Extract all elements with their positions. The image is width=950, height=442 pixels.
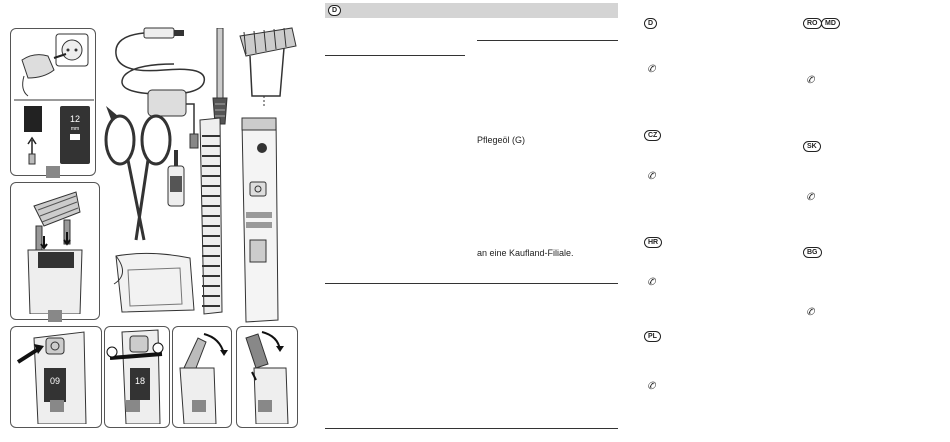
care-oil-bottle-illustration <box>164 150 188 210</box>
footer-rule <box>325 428 618 429</box>
plug-socket-illustration <box>14 30 94 170</box>
country-badge-sk: SK <box>803 141 821 152</box>
language-badge: D <box>328 5 341 16</box>
figure-c-label-box <box>50 400 64 412</box>
comb-attachment-illustration <box>236 26 300 106</box>
figure-a-label-box <box>46 166 60 178</box>
phone-icon: ✆ <box>647 171 656 182</box>
cleaning-brush-illustration <box>210 28 230 128</box>
care-oil-text: Pflegeöl (G) <box>477 135 526 145</box>
country-badge-d: D <box>644 18 657 29</box>
hair-comb-illustration <box>192 116 232 316</box>
phone-icon: ✆ <box>806 75 815 86</box>
figure-d-label-box <box>126 400 140 412</box>
section-rule-left <box>325 55 465 56</box>
display-value: 12 <box>69 114 81 124</box>
storage-pouch-illustration <box>110 244 200 314</box>
phone-icon: ✆ <box>647 381 656 392</box>
phone-icon: ✆ <box>806 192 815 203</box>
country-column-2 <box>803 0 943 442</box>
figure-f-label-box <box>258 400 272 412</box>
german-section <box>325 0 620 442</box>
section-rule-right <box>477 40 618 41</box>
panel-c-display: 09 <box>49 376 61 386</box>
country-badge-ro: RO <box>803 18 822 29</box>
figure-b-label-box <box>48 310 62 322</box>
service-text: an eine Kaufland-Filiale. <box>477 248 574 258</box>
hair-trimmer-illustration <box>232 114 284 324</box>
country-badge-pl: PL <box>644 331 661 342</box>
display-unit: mm <box>70 126 80 132</box>
figure-e-label-box <box>192 400 206 412</box>
country-column-1 <box>644 0 794 442</box>
attach-comb-illustration <box>14 186 98 314</box>
country-badge-cz: CZ <box>644 130 661 141</box>
country-badge-md: MD <box>821 18 840 29</box>
phone-icon: ✆ <box>647 64 656 75</box>
phone-icon: ✆ <box>806 307 815 318</box>
country-badge-bg: BG <box>803 247 822 258</box>
section-divider <box>325 283 618 284</box>
language-header-bar <box>325 3 618 18</box>
product-illustration-panel <box>6 0 306 430</box>
country-badge-hr: HR <box>644 237 662 248</box>
panel-d-display: 18 <box>134 376 146 386</box>
phone-icon: ✆ <box>647 277 656 288</box>
